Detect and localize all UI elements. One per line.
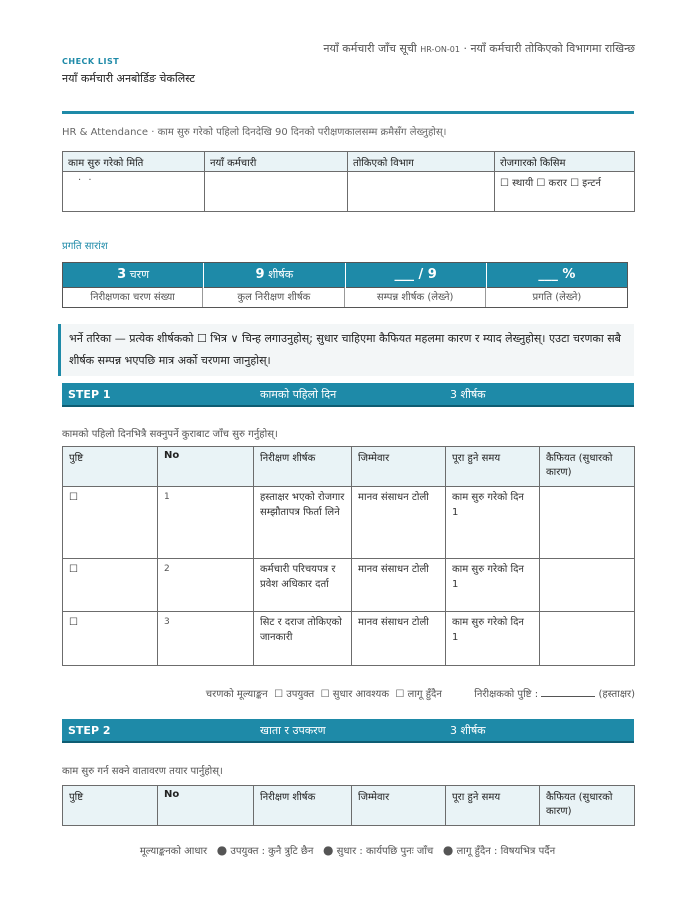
row-due: काम सुरु गरेको दिन 1 (446, 559, 540, 612)
col-no: No (158, 786, 254, 826)
completed-field[interactable]: ___ / 9 (394, 267, 437, 282)
start-date-header: काम सुरु गरेको मिति (63, 152, 205, 172)
col-due: पूरा हुने समय (446, 447, 540, 487)
summary-steps (63, 263, 204, 307)
department-header: तोकिएको विभाग (348, 152, 495, 172)
document-code: HR-ON-01 (420, 45, 460, 54)
step-1-label: STEP 1 (68, 387, 111, 401)
date-placeholder: · · (78, 175, 94, 186)
department-field[interactable] (348, 172, 495, 212)
step-evaluation (206, 686, 635, 700)
step-2-label: STEP 2 (68, 723, 111, 737)
progress-summary (62, 262, 628, 308)
row-number: 2 (158, 559, 254, 612)
row-due: काम सुरु गरेको दिन 1 (446, 612, 540, 666)
header-title-suffix: · नयाँ कर्मचारी तोकिएको विभागमा राखिन्छ (463, 42, 635, 55)
row-item: सिट र दराज तोकिएको जानकारी (254, 612, 352, 666)
progress-field[interactable]: ___ % (538, 267, 576, 282)
step-2-table (62, 785, 635, 826)
header-title-prefix: नयाँ कर्मचारी जाँच सूची (323, 42, 417, 55)
employee-info-table (62, 151, 635, 212)
step-2-name: खाता र उपकरण (260, 723, 326, 737)
checklist-label: CHECK LIST (62, 57, 120, 66)
row-note[interactable] (540, 612, 635, 666)
employee-field[interactable] (205, 172, 348, 212)
col-item: निरीक्षण शीर्षक (254, 786, 352, 826)
table-row (63, 612, 635, 666)
row-number: 1 (158, 487, 254, 559)
bullet-icon: ● (322, 843, 334, 857)
steps-caption: निरीक्षणका चरण संख्या (63, 287, 203, 307)
legend-item-suitable: उपयुक्त : कुनै त्रुटि छैन (230, 846, 314, 857)
completed-caption: सम्पन्न शीर्षक (लेख्ने) (346, 287, 486, 307)
row-owner: मानव संसाधन टोली (352, 487, 446, 559)
start-date-field[interactable] (63, 172, 205, 212)
step-2-header (62, 719, 634, 743)
row-note[interactable] (540, 487, 635, 559)
evaluation-label: चरणको मूल्याङ्कन (205, 689, 268, 700)
items-unit: शीर्षक (264, 268, 294, 281)
row-due: काम सुरु गरेको दिन 1 (446, 487, 540, 559)
step-2-count: 3 शीर्षक (450, 723, 486, 737)
step-1-description: कामको पहिलो दिनभित्रै सक्नुपर्ने कुराबाट जाँच सुरु गर्नुहोस्। (62, 429, 278, 440)
step-1-count: 3 शीर्षक (450, 387, 486, 401)
items-caption: कुल निरीक्षण शीर्षक (204, 287, 344, 307)
col-item: निरीक्षण शीर्षक (254, 447, 352, 487)
employment-type-options[interactable]: ☐ स्थायी ☐ करार ☐ इन्टर्न (495, 172, 635, 212)
steps-count: 3 (117, 267, 127, 282)
inspector-sign-label: निरीक्षकको पुष्टि : (474, 689, 539, 700)
col-confirm: पुष्टि (63, 447, 158, 487)
row-checkbox[interactable]: ☐ (63, 612, 158, 666)
evaluation-option-na[interactable]: ☐ लागू हुँदैन (395, 689, 442, 700)
summary-completed[interactable] (346, 263, 487, 307)
col-due: पूरा हुने समय (446, 786, 540, 826)
row-item: कर्मचारी परिचयपत्र र प्रवेश अधिकार दर्ता (254, 559, 352, 612)
signature-field[interactable] (541, 687, 595, 697)
col-confirm: पुष्टि (63, 786, 158, 826)
steps-unit: चरण (126, 268, 150, 281)
progress-caption: प्रगति (लेख्ने) (487, 287, 627, 307)
row-note[interactable] (540, 559, 635, 612)
filling-instructions: भर्ने तरिका — प्रत्येक शीर्षकको ☐ भित्र ∨ चिन्ह लगाउनुहोस्; सुधार चाहिएमा कैफियत महलमा कारण र म्याद लेख्नुहोस्। एउटा चरणका सबै शीर्षक सम्पन्न भएपछि मात्र अर्को चरणमा जानुहोस्। (58, 324, 634, 376)
step-1-table (62, 446, 635, 666)
legend-prefix: मूल्याङ्कनको आधार (139, 846, 208, 857)
items-count: 9 (255, 267, 265, 282)
legend-item-improve: सुधार : कार्यपछि पुनः जाँच (336, 846, 434, 857)
document-header-title (323, 41, 635, 56)
col-note: कैफियत (सुधारको कारण) (540, 786, 635, 826)
evaluation-option-improve[interactable]: ☐ सुधार आवश्यक (320, 689, 390, 700)
row-checkbox[interactable]: ☐ (63, 559, 158, 612)
evaluation-option-suitable[interactable]: ☐ उपयुक्त (274, 689, 315, 700)
bullet-icon: ● (216, 843, 228, 857)
employee-header: नयाँ कर्मचारी (205, 152, 348, 172)
summary-progress[interactable] (487, 263, 627, 307)
row-number: 3 (158, 612, 254, 666)
col-note: कैफियत (सुधारको कारण) (540, 447, 635, 487)
table-row (63, 559, 635, 612)
accent-divider (62, 111, 634, 114)
row-owner: मानव संसाधन टोली (352, 559, 446, 612)
table-row (63, 487, 635, 559)
col-no: No (158, 447, 254, 487)
step-1-header (62, 383, 634, 407)
document-title: नयाँ कर्मचारी अनबोर्डिङ चेकलिस्ट (62, 72, 195, 85)
employment-type-header: रोजगारको किसिम (495, 152, 635, 172)
step-1-name: कामको पहिलो दिन (260, 387, 337, 401)
row-checkbox[interactable]: ☐ (63, 487, 158, 559)
signature-suffix: (हस्ताक्षर) (598, 689, 635, 700)
row-owner: मानव संसाधन टोली (352, 612, 446, 666)
step-2-description: काम सुरु गर्न सक्ने वातावरण तयार पार्नुहोस्। (62, 766, 223, 777)
row-item: हस्ताक्षर भएको रोजगार सम्झौतापत्र फिर्ता लिने (254, 487, 352, 559)
legend-item-na: लागू हुँदैन : विषयभित्र पर्दैन (456, 846, 556, 857)
progress-summary-label: प्रगति सारांश (62, 241, 108, 252)
evaluation-legend (0, 843, 695, 857)
col-owner: जिम्मेवार (352, 447, 446, 487)
bullet-icon: ● (442, 843, 454, 857)
summary-items (204, 263, 345, 307)
department-note: HR & Attendance · काम सुरु गरेको पहिलो दिनदेखि 90 दिनको परीक्षणकालसम्म क्रमैसँग लेख्नुहोस्। (62, 127, 447, 138)
col-owner: जिम्मेवार (352, 786, 446, 826)
